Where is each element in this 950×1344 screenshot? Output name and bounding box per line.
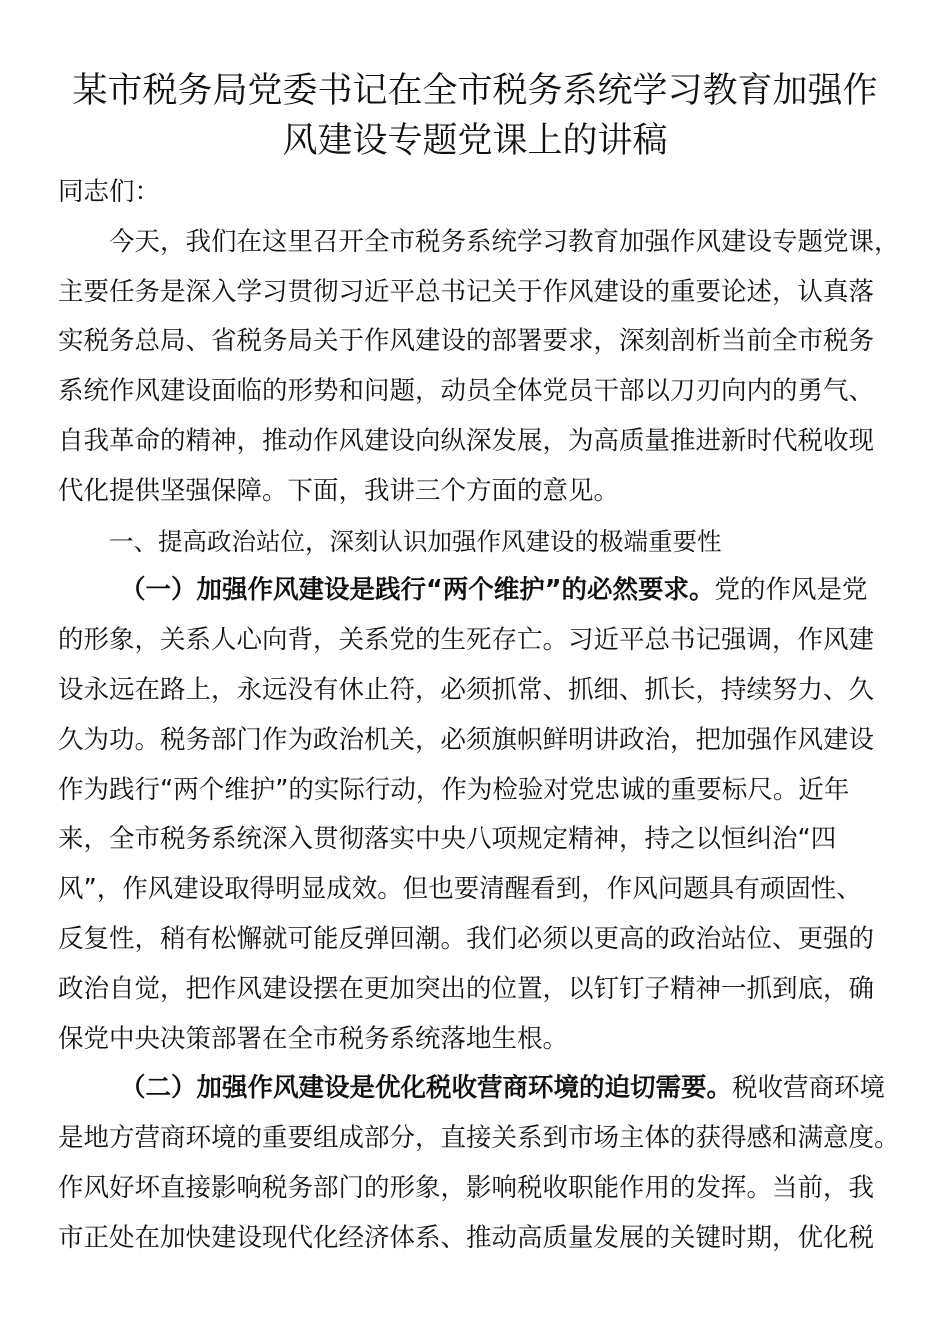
subsection-one-line-2: 的形象，关系人心向背，关系党的生死存亡。习近平总书记强调，作风建 (58, 625, 875, 656)
subsection-two-line-4: 市正处在加快建设现代化经济体系、推动高质量发展的关键时期，优化税 (58, 1222, 875, 1253)
section-one-heading (58, 517, 892, 567)
subsection-two-heading: （二）加强作风建设是优化税收营商环境的迫切需要。 (120, 1073, 733, 1104)
intro-line-1: 今天，我们在这里召开全市税务系统学习教育加强作风建设专题党课， (109, 226, 900, 257)
subsection-one-paragraph (58, 566, 892, 1064)
subsection-two-paragraph (58, 1064, 900, 1263)
subsection-two-line-3: 作风好坏直接影响税务部门的形象，影响税收职能作用的发挥。当前，我 (58, 1172, 875, 1203)
intro-line-5: 自我革命的精神，推动作风建设向纵深发展，为高质量推进新时代税收现 (58, 425, 875, 456)
salutation-line: 同志们： (58, 177, 161, 207)
subsection-one-line-3: 设永远在路上，永远没有休止符，必须抓常、抓细、抓长，持续努力、久 (58, 674, 875, 705)
subsection-one-line-9: 政治自觉，把作风建设摆在更加突出的位置，以钉钉子精神一抓到底，确 (58, 973, 875, 1004)
subsection-one-line-5: 作为践行“两个维护”的实际行动，作为检验对党忠诚的重要标尺。近年 (58, 774, 850, 805)
subsection-one-first-line (58, 566, 892, 616)
salutation (58, 168, 892, 218)
subsection-one-line-7: 风”，作风建设取得明显成效。但也要清醒看到，作风问题具有顽固性、 (58, 874, 862, 905)
subsection-one-line-10: 保党中央决策部署在全市税务系统落地生根。 (58, 1023, 569, 1054)
title-line-1: 某市税务局党委书记在全市税务系统学习教育加强作 (72, 71, 878, 111)
subsection-one-line-8: 反复性，稍有松懈就可能反弹回潮。我们必须以更高的政治站位、更强的 (58, 923, 875, 954)
subsection-one-line-6: 来，全市税务系统深入贯彻落实中央八项规定精神，持之以恒纠治“四 (58, 824, 837, 855)
subsection-two-first-line-rest: 税收营商环境 (732, 1073, 886, 1104)
intro-line-2: 主要任务是深入学习贯彻习近平总书记关于作风建设的重要论述，认真落 (58, 276, 875, 307)
subsection-two-line-2: 是地方营商环境的重要组成部分，直接关系到市场主体的获得感和满意度。 (58, 1123, 900, 1154)
intro-line-4: 系统作风建设面临的形势和问题，动员全体党员干部以刀刃向内的勇气、 (58, 376, 875, 407)
intro-line-3: 实税务总局、省税务局关于作风建设的部署要求，深刻剖析当前全市税务 (58, 326, 875, 357)
intro-line-6: 代化提供坚强保障。下面，我讲三个方面的意见。 (58, 475, 620, 506)
document-title (40, 66, 910, 166)
section-one-heading-text: 一、提高政治站位，深刻认识加强作风建设的极端重要性 (109, 526, 722, 556)
subsection-two-first-line (58, 1064, 892, 1114)
document-body (58, 168, 900, 1264)
subsection-one-line-4: 久为功。税务部门作为政治机关，必须旗帜鲜明讲政治，把加强作风建设 (58, 724, 875, 755)
intro-paragraph (58, 218, 900, 517)
title-line-2: 风建设专题党课上的讲稿 (282, 121, 668, 161)
subsection-one-heading: （一）加强作风建设是践行“两个维护”的必然要求。 (120, 575, 715, 606)
subsection-one-first-line-rest: 党的作风是党 (714, 575, 868, 606)
